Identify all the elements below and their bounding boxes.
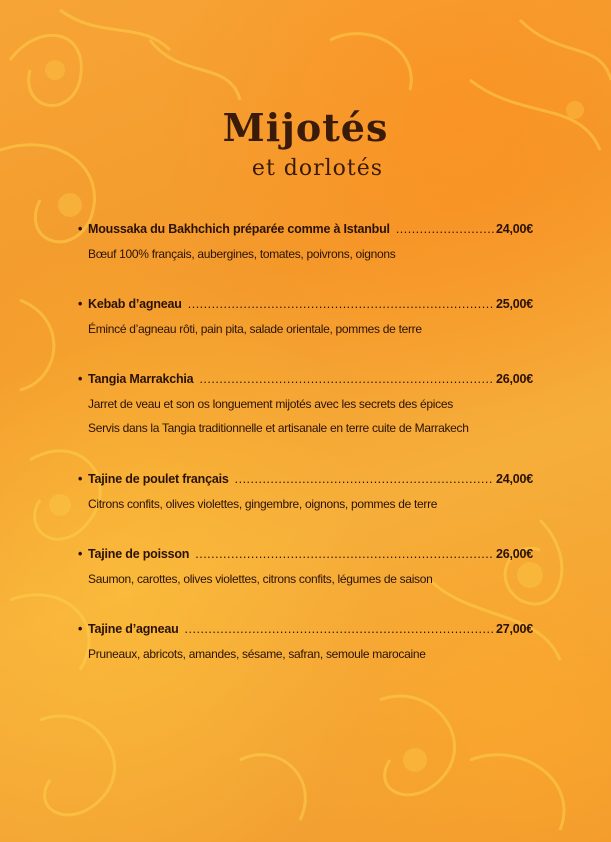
bullet: • [78, 222, 83, 236]
dot-leader [185, 622, 494, 636]
dish-price: 24,00€ [495, 472, 533, 486]
menu-title [0, 106, 611, 182]
dish-description: Citrons confits, olives violettes, gingembre, oignons, pommes de terre [88, 497, 438, 511]
bullet: • [78, 472, 83, 486]
dish-name: Moussaka du Bakhchich préparée comme à Istanbul [88, 222, 390, 236]
title-sub: et dorlotés [251, 156, 384, 181]
dot-leader [396, 222, 494, 236]
bullet: • [78, 622, 83, 636]
dish-description: Bœuf 100% français, aubergines, tomates, poivrons, oignons [88, 247, 396, 261]
dish-name: Tajine de poulet français [88, 472, 229, 486]
dish-price: 24,00€ [495, 222, 533, 236]
dish-description: Émincé d’agneau rôti, pain pita, salade orientale, pommes de terre [88, 322, 422, 336]
menu-item-line [78, 297, 533, 317]
bullet: • [78, 547, 83, 561]
dish-name: Tajine de poisson [88, 547, 190, 561]
dot-leader [235, 472, 494, 486]
dish-name: Tangia Marrakchia [88, 372, 194, 386]
dot-leader [199, 372, 494, 386]
title-main: Mijotés [222, 105, 389, 150]
dish-description: Servis dans la Tangia traditionnelle et artisanale en terre cuite de Marrakech [88, 421, 469, 435]
dish-description: Pruneaux, abricots, amandes, sésame, safran, semoule marocaine [88, 647, 426, 661]
dot-leader [195, 547, 494, 561]
dish-price: 26,00€ [495, 372, 533, 386]
bullet: • [78, 372, 83, 386]
menu-item [78, 622, 533, 697]
dish-description: Jarret de veau et son os longuement mijotés avec les secrets des épices [88, 397, 453, 411]
dish-price: 27,00€ [495, 622, 533, 636]
dot-leader [188, 297, 494, 311]
dish-name: Kebab d’agneau [88, 297, 182, 311]
menu-item [78, 472, 533, 547]
dish-price: 25,00€ [495, 297, 533, 311]
menu-item [78, 297, 533, 372]
menu-item [78, 222, 533, 297]
menu-item-line [78, 372, 533, 392]
bullet: • [78, 297, 83, 311]
menu-list [78, 222, 533, 697]
menu-item [78, 372, 533, 472]
menu-item-line [78, 222, 533, 242]
menu-item-line [78, 622, 533, 642]
dish-description: Saumon, carottes, olives violettes, citrons confits, légumes de saison [88, 572, 433, 586]
menu-item-line [78, 547, 533, 567]
dish-price: 26,00€ [495, 547, 533, 561]
menu-item-line [78, 472, 533, 492]
menu-item [78, 547, 533, 622]
dish-name: Tajine d’agneau [88, 622, 179, 636]
